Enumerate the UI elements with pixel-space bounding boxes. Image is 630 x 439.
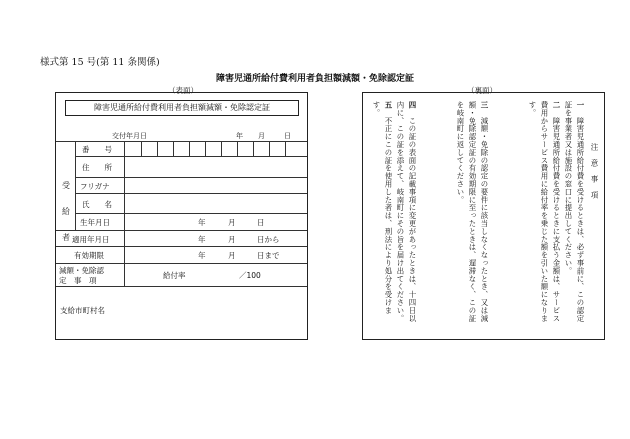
number-label: 番 号 bbox=[82, 145, 112, 154]
note-number: 四 bbox=[408, 101, 417, 109]
form-number: 様式第 15 号(第 11 条関係) bbox=[40, 57, 160, 68]
note-text: 障害児通所給付費を受けるときに支払う金額は、サービス費用からサービス費用に給付率を乗じた額を引いた額になります。 bbox=[528, 101, 561, 323]
valid-day: 日まで bbox=[257, 251, 280, 260]
reduction-label-line1: 減額・免除認 bbox=[59, 266, 104, 275]
reduction-label-line2: 定 事 項 bbox=[59, 276, 97, 285]
note-number: 二 bbox=[552, 101, 561, 109]
valid-month: 月 bbox=[228, 251, 236, 260]
certificate-inner-title: 障害児通所給付費利用者負担額減額・免除認定証 bbox=[65, 100, 299, 116]
note-item-1 bbox=[562, 101, 586, 326]
valid-year: 年 bbox=[198, 251, 206, 260]
note-item-2 bbox=[526, 101, 562, 326]
note-text: 不正にこの証を使用した者は、刑法により処分を受けます。 bbox=[372, 101, 393, 315]
issue-day: 日 bbox=[284, 132, 291, 140]
note-number: 一 bbox=[576, 101, 585, 109]
furigana-label: フリガナ bbox=[80, 182, 110, 191]
birth-month: 月 bbox=[228, 218, 236, 227]
document-title: 障害児通所給付費利用者負担額減額・免除認定証 bbox=[215, 74, 414, 84]
note-text: この証の表面の記載事項に変更があったときは、十四日以内に、この証を添えて、岐南町にその旨を届け出てください。 bbox=[396, 101, 417, 323]
note-item-5 bbox=[370, 101, 394, 326]
issue-date-label: 交付年月日 bbox=[112, 132, 147, 140]
municipality-label: 支給市町村名 bbox=[60, 306, 105, 315]
note-item-3 bbox=[454, 101, 490, 326]
note-item-4 bbox=[394, 101, 418, 326]
birth-year: 年 bbox=[198, 218, 206, 227]
address-label: 住 所 bbox=[82, 163, 112, 172]
back-side-label: （裏面） bbox=[467, 86, 497, 95]
name-label: 氏 名 bbox=[82, 200, 112, 209]
back-card bbox=[362, 92, 605, 340]
note-number: 三 bbox=[480, 101, 489, 109]
issue-month: 月 bbox=[258, 132, 265, 140]
issue-year: 年 bbox=[236, 132, 243, 140]
apply-month: 月 bbox=[228, 235, 236, 244]
birth-day: 日 bbox=[257, 218, 265, 227]
apply-date-label: 適用年月日 bbox=[72, 235, 110, 244]
valid-until-label: 有効期限 bbox=[74, 251, 104, 260]
note-number: 五 bbox=[384, 101, 393, 109]
apply-year: 年 bbox=[198, 235, 206, 244]
note-text: 減額・免除の認定の要件に該当しなくなったとき、又は減額・免除認定証の有効期限に至ったときは、遅滞なく、この証を岐南町に返してください。 bbox=[456, 101, 489, 323]
recipient-label: 受 給 者 bbox=[62, 181, 70, 242]
birthdate-label: 生年月日 bbox=[80, 218, 110, 227]
front-card bbox=[55, 92, 308, 340]
apply-day: 日から bbox=[257, 235, 280, 244]
benefit-rate-value: ／100 bbox=[239, 271, 261, 280]
front-side-label: （表面） bbox=[168, 86, 198, 95]
benefit-rate-label: 給付率 bbox=[163, 271, 186, 280]
notes-heading: 注 意 事 項 bbox=[590, 143, 599, 199]
note-text: 障害児通所給付費を受けるときは、必ず事前に、この認定証を事業者又は施設の窓口に提出してください。 bbox=[564, 101, 585, 323]
